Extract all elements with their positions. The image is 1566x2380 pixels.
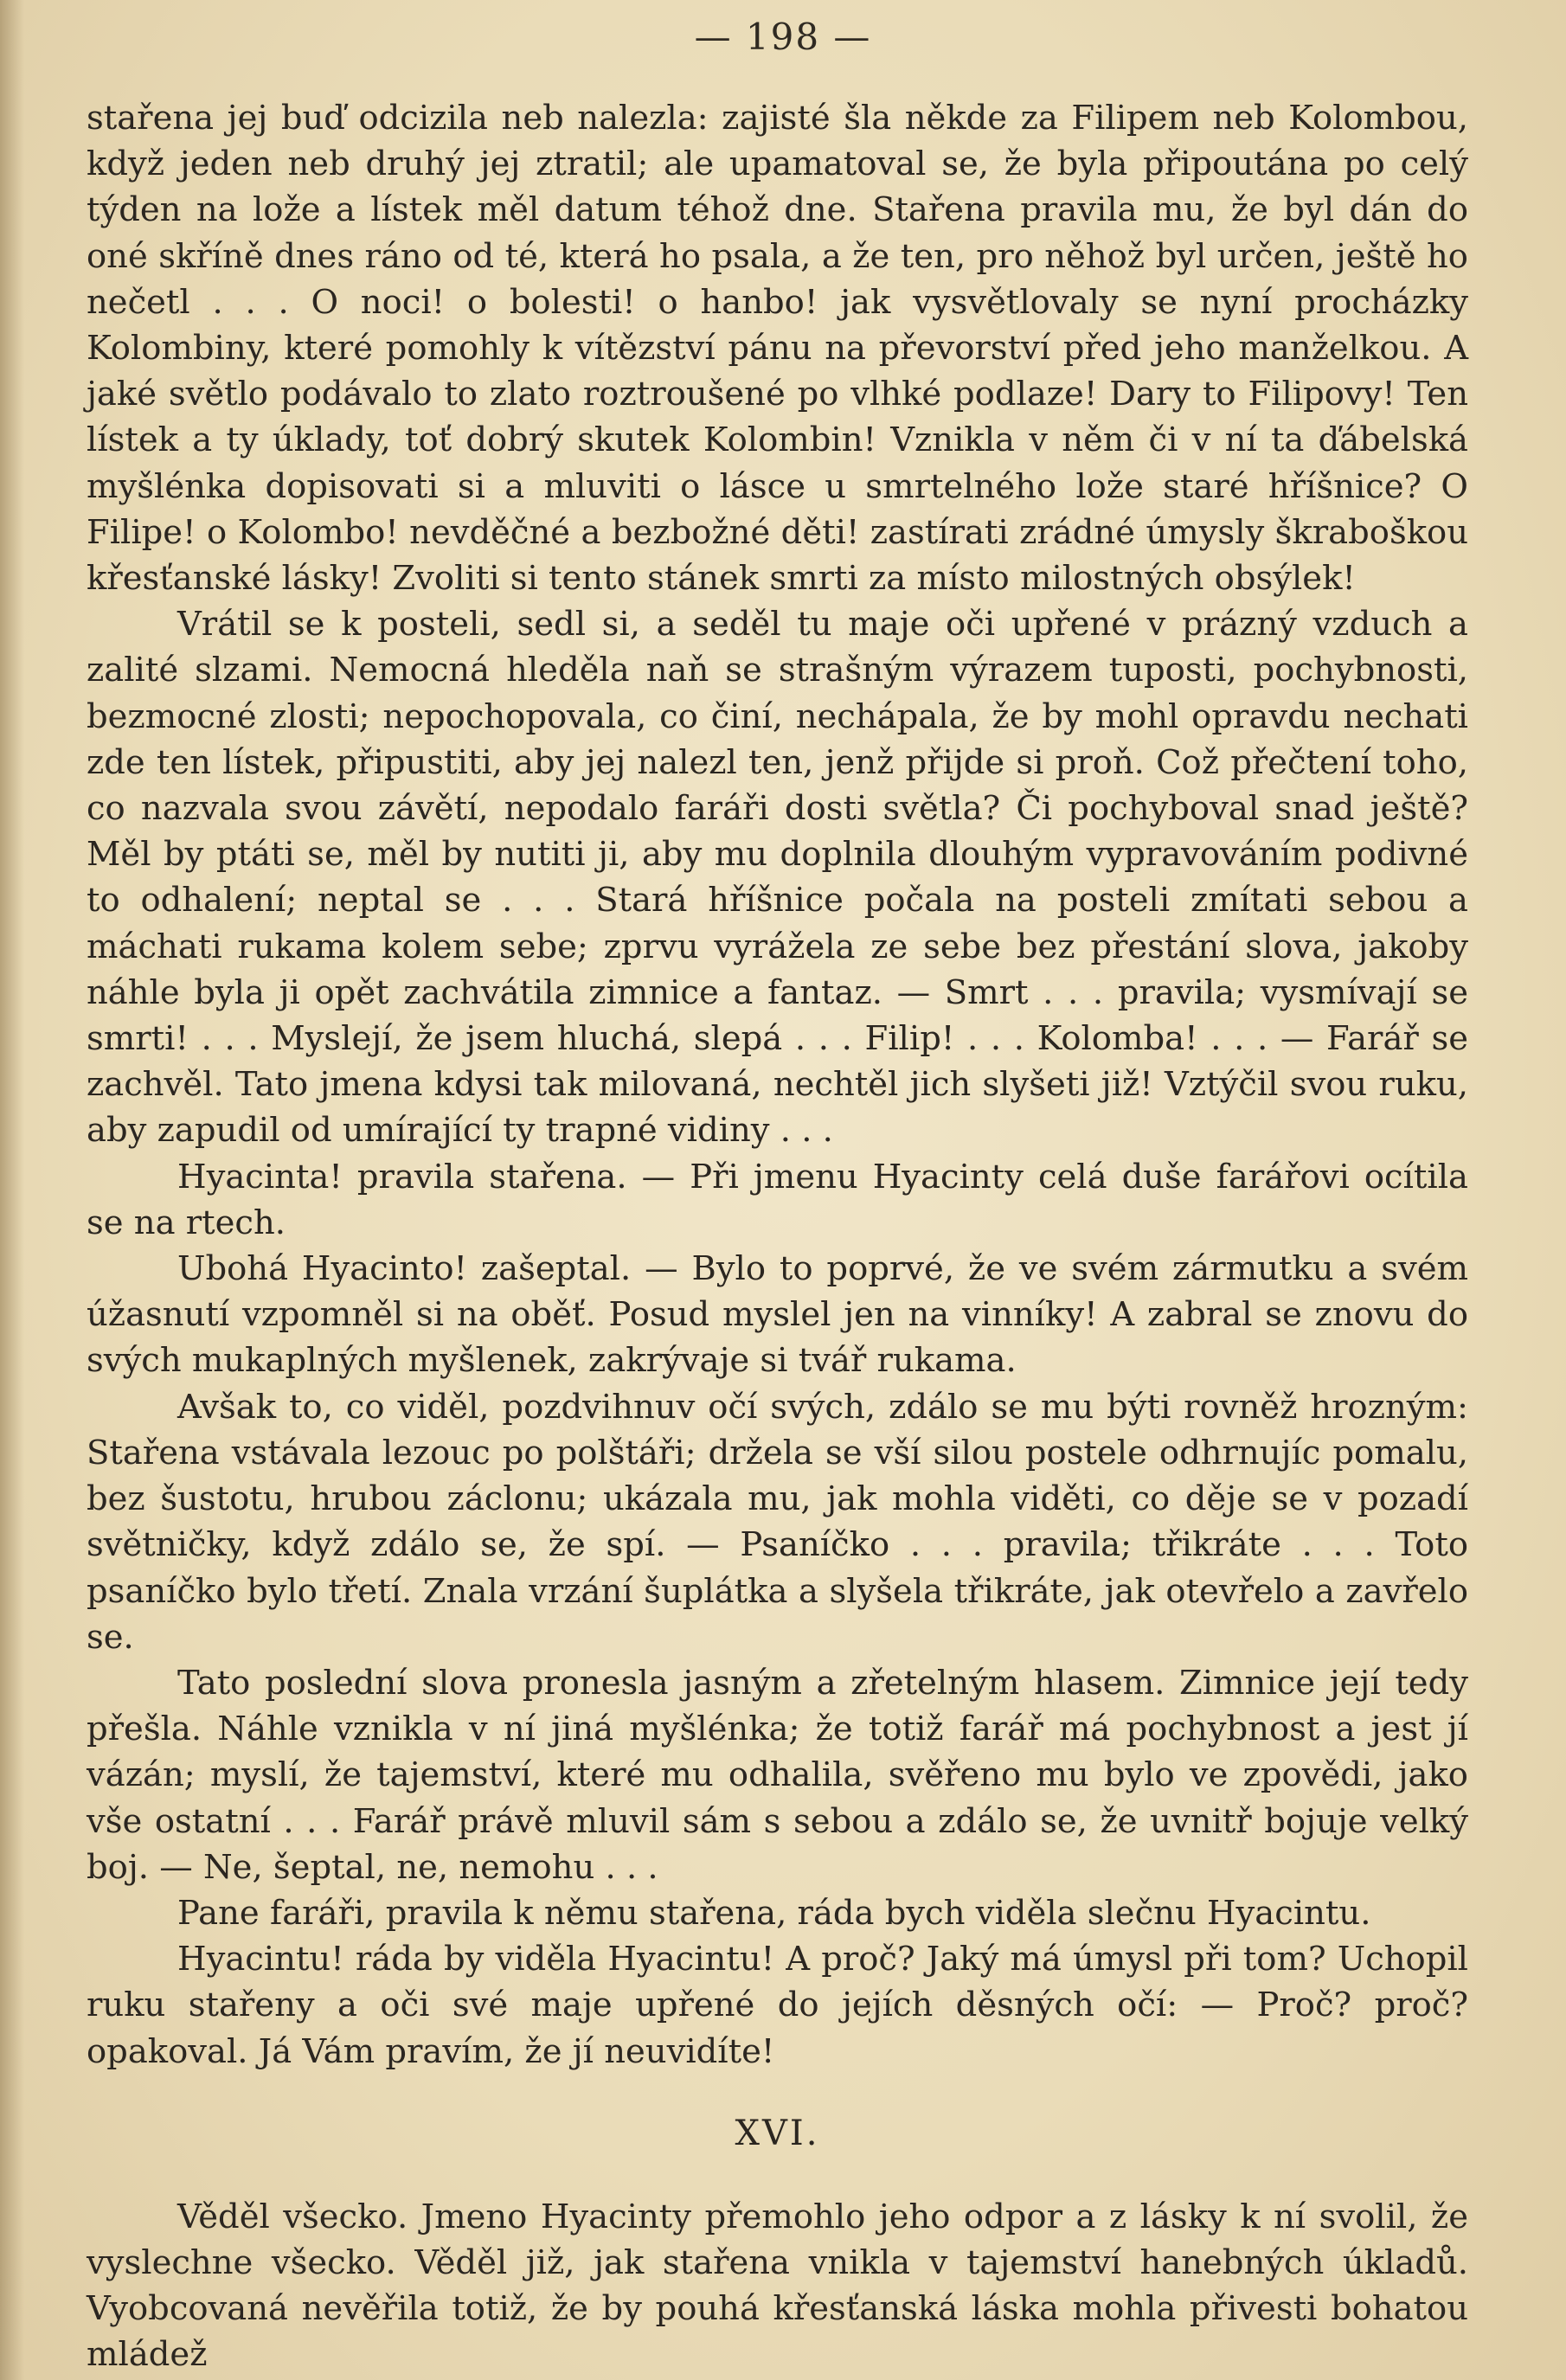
paragraph-5: Avšak to, co viděl, pozdvihnuv očí svých, zdálo se mu býti rovněž hrozným: Stařena vstávala lezouc po polštáři; držela se vší silou postele odhrnujíc pomalu, bez šustotu, hrubou záclonu; ukázala mu, jak mohla viděti, co děje se v pozadí světničky, když zdálo se, že spí. — Psaníčko . . . pravila; třikráte . . . Toto psaníčko bylo třetí. Znala vrzání šuplátka a slyšela třikráte, jak otevřelo a zavřelo se. [87,1387,1468,1657]
text-block [87,95,1468,2378]
gutter-shadow [0,0,24,2380]
paragraph-7: Pane faráři, pravila k němu stařena, ráda bych viděla slečnu Hyacintu. [177,1893,1371,1933]
chapter-heading: XVI. [735,2113,820,2153]
paragraph-3: Hyacinta! pravila stařena. — Při jmenu Hyacinty celá duše farářovi ocítila se na rtech. [87,1157,1468,1242]
page-number: — 198 — [694,16,872,58]
paragraph-6: Tato poslední slova pronesla jasným a zřetelným hlasem. Zimnice její tedy přešla. Náhle vznikla v ní jiná myšlénka; že totiž farář má pochybnost a jest jí vázán; myslí, že tajemství, které mu odhalila, svěřeno mu bylo ve zpovědi, jako vše ostatní . . . Farář právě mluvil sám s sebou a zdálo se, že uvnitř bojuje velký boj. — Ne, šeptal, ne, nemohu . . . [87,1663,1468,1887]
paragraph-8: Hyacintu! ráda by viděla Hyacintu! A proč? Jaký má úmysl při tom? Uchopil ruku stařeny a oči své maje upřené do jejích děsných očí: — Proč? proč? opakoval. Já Vám pravím, že jí neuvidíte! [87,1940,1468,2071]
paragraph-2: Vrátil se k posteli, sedl si, a seděl tu maje oči upřené v prázný vzduch a zalité slzami. Nemocná hleděla naň se strašným výrazem tuposti, pochybnosti, bezmocné zlosti; nepochopovala, co činí, nechápala, že by mohl opravdu nechati zde ten lístek, připustiti, aby jej nalezl ten, jenž přijde si proň. Což přečtení toho, co nazvala svou závětí, nepodalo faráři dosti světla? Či pochyboval snad ještě? Měl by ptáti se, měl by nutiti ji, aby mu doplnila dlouhým vypravováním podivné to odhalení; neptal se . . . Stará hříšnice počala na posteli zmítati sebou a máchati rukama kolem sebe; zprvu vyrážela ze sebe bez přestání slova, jakoby náhle byla ji opět zachvátila zimnice a fantaz. — Smrt . . . pravila; vysmívají se smrti! . . . Myslejí, že jsem hluchá, slepá . . . Filip! . . . Kolomba! . . . — Farář se zachvěl. Tato jmena kdysi tak milovaná, nechtěl jich slyšeti již! Vztýčil svou ruku, aby zapudil od umírající ty trapné vidiny . . . [87,605,1468,1151]
paragraph-4: Ubohá Hyacinto! zašeptal. — Bylo to poprvé, že ve svém zármutku a svém úžasnutí vzpomněl si na oběť. Posud myslel jen na vinníky! A zabral se znovu do svých mukaplných myšlenek, zakrývaje si tvář rukama. [87,1249,1468,1381]
paragraph-1: stařena jej buď odcizila neb nalezla: zajisté šla někde za Filipem neb Kolombou, když jeden neb druhý jej ztratil; ale upamatoval se, že byla připoutána po celý týden na lože a lístek měl datum téhož dne. Stařena pravila mu, že byl dán do oné skříně dnes ráno od té, která ho psala, a že ten, pro něhož byl určen, ještě ho nečetl . . . O noci! o bolesti! o hanbo! jak vysvětlovaly se nyní procházky Kolombiny, které pomohly k vítězství pánu na převorství před jeho manželkou. A jaké světlo podávalo to zlato roztroušené po vlhké podlaze! Dary to Filipovy! Ten lístek a ty úklady, toť dobrý skutek Kolombin! Vznikla v něm či v ní ta ďábelská myšlénka dopisovati si a mluviti o lásce u smrtelného lože staré hříšnice? O Filipe! o Kolombo! nevděčné a bezbožné děti! zastírati zrádné úmysly škraboškou křesťanské lásky! Zvoliti si tento stánek smrti za místo milostných obsýlek! [87,99,1468,599]
paragraph-9: Věděl všecko. Jmeno Hyacinty přemohlo jeho odpor a z lásky k ní svolil, že vyslechne všecko. Věděl již, jak stařena vnikla v tajemství hanebných úkladů. Vyobcovaná nevěřila totiž, že by pouhá křesťanská láska mohla přivesti bohatou mládež [87,2197,1468,2375]
